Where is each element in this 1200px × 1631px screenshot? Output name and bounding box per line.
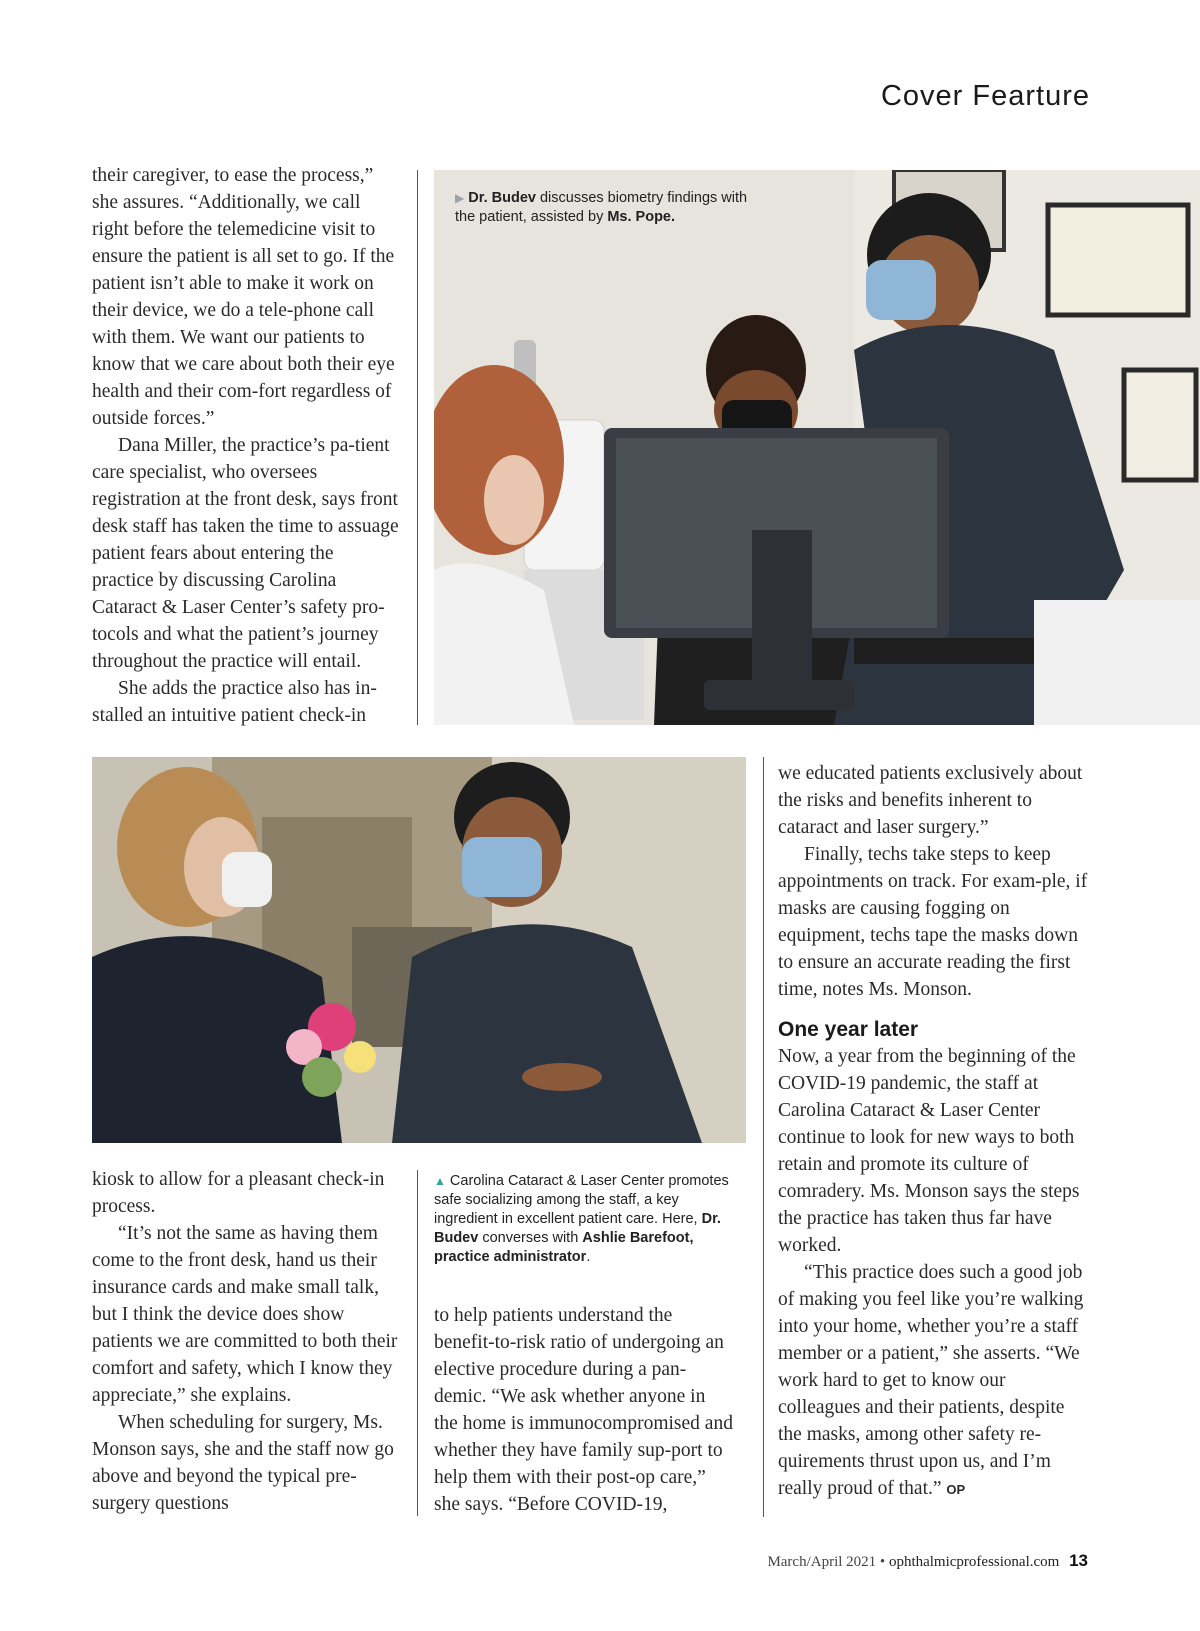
caption-middle: [434, 1172, 744, 1267]
triangle-marker-icon: ▲: [434, 1174, 446, 1188]
end-mark: OP: [946, 1482, 966, 1497]
column2-bottom-text: [434, 1302, 734, 1518]
paragraph: When scheduling for surgery, Ms. Monson says, she and the staff now go above and beyond the typical pre-surgery questions: [92, 1412, 394, 1514]
paragraph: “It’s not the same as having them come to the front desk, hand us their insurance cards and make small talk, but I think the device does show patients we are committed to both their comfort and safety, which I know they appreciate,” she explains.: [92, 1223, 398, 1406]
column1-bottom-text: [92, 1166, 402, 1517]
subheading: One year later: [778, 1018, 919, 1041]
footer-separator: •: [879, 1554, 886, 1570]
caption-top: [455, 189, 755, 227]
column-divider: [417, 170, 418, 725]
page-number: 13: [1069, 1551, 1088, 1570]
caption-text: Carolina Cataract & Laser Center promotes safe socializing among the staff, a key ingredient in excellent patient care. Here,: [434, 1173, 729, 1227]
caption-text: .: [586, 1249, 591, 1265]
column-divider: [763, 757, 764, 1517]
photo-biometry-exam-illustration: [434, 170, 1200, 725]
photo-staff-conversation: [92, 757, 746, 1143]
page-footer: [767, 1551, 1088, 1571]
paragraph: we educated patients exclusively about the risks and benefits inherent to cataract and laser surgery.”: [778, 763, 1083, 838]
caption-name: Ms. Pope.: [607, 209, 676, 225]
paragraph: Now, a year from the beginning of the COVID-19 pandemic, the staff at Carolina Cataract & Laser Center continue to look for new ways to both retain and promote its culture of comradery. Ms. Monson says the steps the practice has taken thus far have worked.: [778, 1046, 1080, 1256]
paragraph: to help patients understand the benefit-to-risk ratio of undergoing an elective procedure during a pan-demic. “We ask whether anyone in the home is immunocompromised and whether they have family sup-port to help them with their post-op care,” she says. “Before COVID-19,: [434, 1305, 733, 1515]
paragraph: Finally, techs take steps to keep appointments on track. For exam-ple, if masks are causing fogging on equipment, techs tape the masks down to ensure an accurate reading the first time, notes Ms. Monson.: [778, 844, 1088, 1000]
paragraph: kiosk to allow for a pleasant check-in process.: [92, 1169, 385, 1217]
column1-top-text: [92, 162, 400, 729]
issue-date: March/April 2021: [767, 1554, 877, 1570]
paragraph: She adds the practice also has in-stalled an intuitive patient check-in: [92, 678, 377, 726]
triangle-marker-icon: ▶: [455, 191, 465, 205]
caption-text: discusses biometry findings with the patient, assisted by: [455, 190, 748, 225]
paragraph: their caregiver, to ease the process,” she assures. “Additionally, we call right before the telemedicine visit to ensure the patient is all set to go. If the patient isn’t able to make it work on their device, we do a tele-phone call with them. We want our patients to know that we care about both their eye health and their com-fort regardless of outside forces.”: [92, 165, 395, 429]
paragraph: Dana Miller, the practice’s pa-tient care specialist, who oversees registration at the front desk, says front desk staff has taken the time to assuage patient fears about entering the practice by discussing Carolina Cataract & Laser Center’s safety pro-tocols and what the patient’s journey throughout the practice will entail.: [92, 435, 399, 672]
paragraph-text: “This practice does such a good job of making you feel like you’re walking into your home, whether you’re a staff member or a patient,” she asserts. “We work hard to get to know our colleagues and their patients, despite the masks, among other safety re-quirements thrust upon us, and I’m really proud of that.”: [778, 1262, 1084, 1499]
column-divider: [417, 1170, 418, 1516]
paragraph: [778, 1259, 1090, 1503]
website-link[interactable]: ophthalmicprofessional.com: [888, 1554, 1060, 1570]
section-title: Cover Fearture: [880, 80, 1090, 112]
photo-biometry-exam: [434, 170, 1200, 725]
caption-name: Dr. Budev: [468, 190, 536, 206]
caption-text: converses with: [478, 1230, 583, 1246]
caption-name: Dr. Budev: [434, 1211, 721, 1246]
column3-text: [778, 760, 1090, 1503]
caption-name: Ashlie Barefoot, practice administrator: [434, 1230, 694, 1265]
photo-staff-conversation-illustration: [92, 757, 746, 1143]
